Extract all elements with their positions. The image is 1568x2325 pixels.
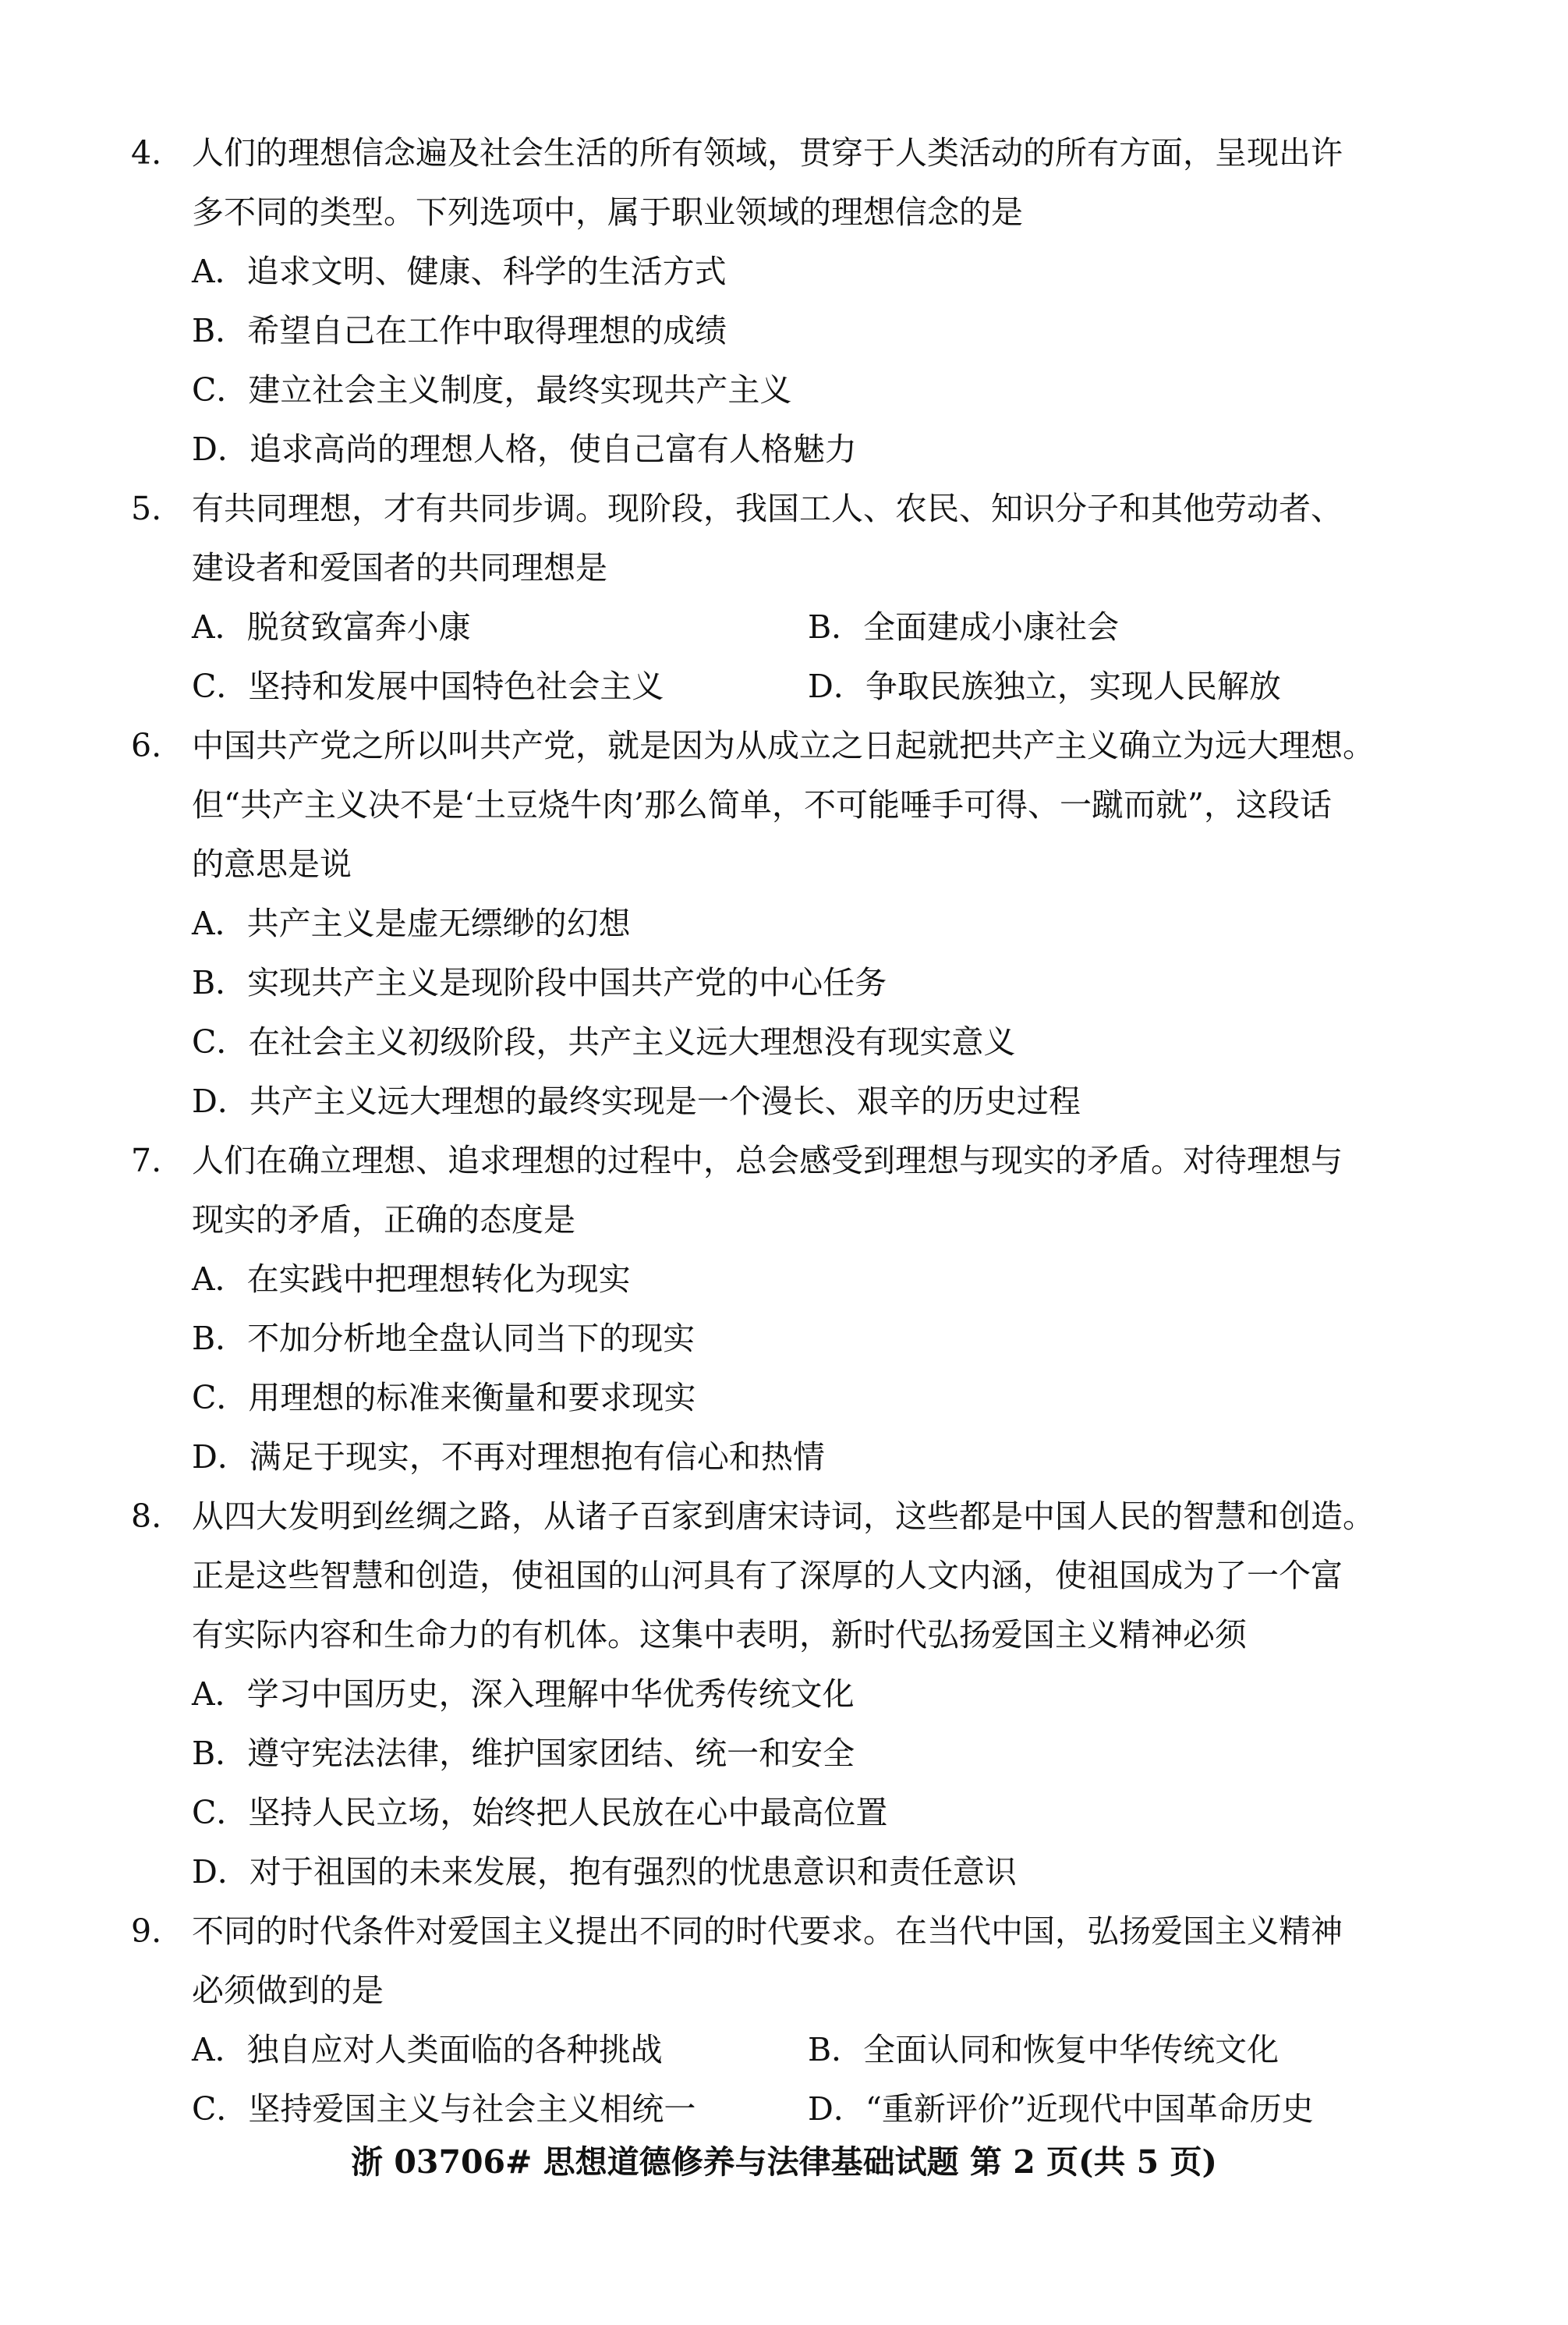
option-row xyxy=(131,2079,1449,2139)
option-d: D．对于祖国的未来发展，抱有强烈的忧患意识和责任意识 xyxy=(192,1853,1017,1891)
option-a: A．在实践中把理想转化为现实 xyxy=(192,1260,631,1298)
question-7 xyxy=(131,1131,1449,1487)
question-stem-line: 但“共产主义决不是‘土豆烧牛肉’那么简单，不可能唾手可得、一蹴而就”，这段话 xyxy=(192,786,1332,824)
option-a: A．脱贫致富奔小康 xyxy=(192,608,471,646)
question-stem-line: 5. 有共同理想，才有共同步调。现阶段，我国工人、农民、知识分子和其他劳动者、 xyxy=(131,479,1449,538)
question-8 xyxy=(131,1487,1449,1901)
option-b: B．全面认同和恢复中华传统文化 xyxy=(808,2031,1280,2068)
question-stem-line: 9. 不同的时代条件对爱国主义提出不同的时代要求。在当代中国，弘扬爱国主义精神 xyxy=(131,1901,1449,1961)
option-c: C．建立社会主义制度，最终实现共产主义 xyxy=(192,371,792,409)
option-a: A．共产主义是虚无缥缈的幻想 xyxy=(192,905,631,942)
option-b: B．全面建成小康社会 xyxy=(808,608,1120,646)
question-stem-line: 有实际内容和生命力的有机体。这集中表明，新时代弘扬爱国主义精神必须 xyxy=(192,1616,1247,1653)
question-number: 8. xyxy=(131,1497,162,1535)
option-b: B．不加分析地全盘认同当下的现实 xyxy=(192,1320,696,1357)
option-a: A．独自应对人类面临的各种挑战 xyxy=(192,2031,663,2068)
question-stem-line: 正是这些智慧和创造，使祖国的山河具有了深厚的人文内涵，使祖国成为了一个富 xyxy=(192,1557,1343,1594)
question-number: 6. xyxy=(131,727,162,764)
question-stem-line: 6. 中国共产党之所以叫共产党，就是因为从成立之日起就把共产主义确立为远大理想。 xyxy=(131,716,1449,775)
question-stem-line: 7. 人们在确立理想、追求理想的过程中，总会感受到理想与现实的矛盾。对待理想与 xyxy=(131,1131,1449,1190)
option-c: C．坚持和发展中国特色社会主义 xyxy=(192,668,664,705)
question-5 xyxy=(131,479,1449,716)
option-d: D．“重新评价”近现代中国革命历史 xyxy=(808,2090,1314,2128)
question-stem-line: 建设者和爱国者的共同理想是 xyxy=(192,549,607,587)
option-b: B．希望自己在工作中取得理想的成绩 xyxy=(192,312,727,349)
question-6 xyxy=(131,716,1449,1131)
option-d: D．争取民族独立，实现人民解放 xyxy=(808,668,1281,705)
option-c: C．用理想的标准来衡量和要求现实 xyxy=(192,1379,696,1416)
question-stem-line: 的意思是说 xyxy=(192,845,352,883)
question-number: 4. xyxy=(131,134,162,172)
option-c: C．坚持人民立场，始终把人民放在心中最高位置 xyxy=(192,1794,888,1831)
option-d: D．追求高尚的理想人格，使自己富有人格魅力 xyxy=(192,431,857,468)
option-a: A．追求文明、健康、科学的生活方式 xyxy=(192,253,727,290)
option-c: C．坚持爱国主义与社会主义相统一 xyxy=(192,2090,696,2128)
question-number: 9. xyxy=(131,1912,162,1950)
question-stem-line: 必须做到的是 xyxy=(192,1972,384,2009)
question-stem-line: 现实的矛盾，正确的态度是 xyxy=(192,1201,575,1239)
question-stem-line: 4. 人们的理想信念遍及社会生活的所有领域，贯穿于人类活动的所有方面，呈现出许 xyxy=(131,123,1449,183)
option-a: A．学习中国历史，深入理解中华优秀传统文化 xyxy=(192,1675,855,1713)
question-stem-line: 多不同的类型。下列选项中，属于职业领域的理想信念的是 xyxy=(192,193,1023,231)
option-row xyxy=(131,597,1449,657)
option-row xyxy=(131,657,1449,716)
option-c: C．在社会主义初级阶段，共产主义远大理想没有现实意义 xyxy=(192,1023,1016,1061)
question-4 xyxy=(131,123,1449,479)
question-number: 5. xyxy=(131,490,162,527)
page-footer: 浙 03706# 思想道德修养与法律基础试题 第 2 页(共 5 页) xyxy=(351,2143,1217,2181)
question-stem-line: 8. 从四大发明到丝绸之路，从诸子百家到唐宋诗词，这些都是中国人民的智慧和创造。 xyxy=(131,1487,1449,1546)
question-9 xyxy=(131,1901,1449,2139)
question-number: 7. xyxy=(131,1142,162,1179)
option-b: B．遵守宪法法律，维护国家团结、统一和安全 xyxy=(192,1735,855,1772)
option-b: B．实现共产主义是现阶段中国共产党的中心任务 xyxy=(192,964,887,1001)
option-row xyxy=(131,2020,1449,2079)
option-d: D．共产主义远大理想的最终实现是一个漫长、艰辛的历史过程 xyxy=(192,1083,1081,1120)
option-d: D．满足于现实，不再对理想抱有信心和热情 xyxy=(192,1438,825,1476)
